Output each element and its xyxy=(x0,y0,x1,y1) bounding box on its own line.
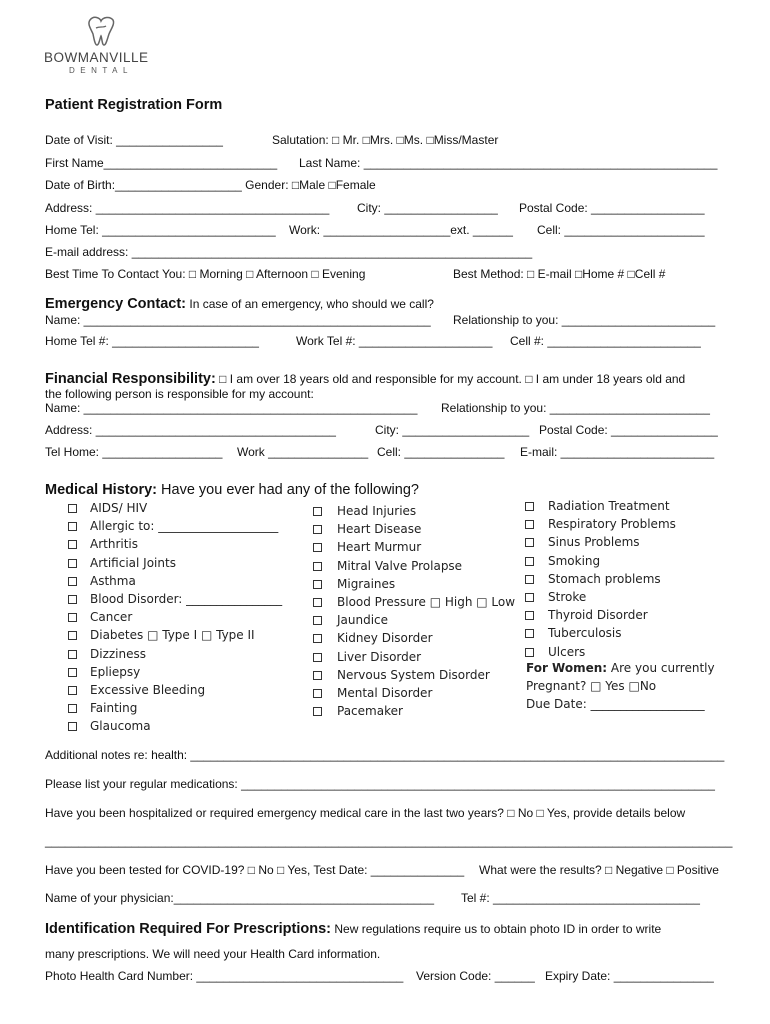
identification-heading: Identification Required For Prescriptions: xyxy=(45,921,332,937)
medical-condition-label: Mitral Valve Prolapse xyxy=(337,559,463,573)
emergency-relationship-field[interactable]: Relationship to you: _______________________ xyxy=(453,313,716,327)
medical-condition-label: AIDS/ HIV xyxy=(90,501,148,515)
financial-options[interactable]: □ I am over 18 years old and responsible for my account. □ I am under 18 years old and xyxy=(219,372,686,386)
due-date-field[interactable]: Due Date: ___________________ xyxy=(526,697,705,711)
city-field[interactable]: City: _________________ xyxy=(357,201,498,215)
checkbox-icon[interactable] xyxy=(525,593,534,602)
emergency-work-tel-field[interactable]: Work Tel #: ____________________ xyxy=(296,334,493,348)
medical-condition-label: Arthritis xyxy=(90,537,139,551)
medical-condition-label: Heart Murmur xyxy=(337,540,422,554)
financial-city-field[interactable]: City: ___________________ xyxy=(375,423,530,437)
checkbox-icon[interactable] xyxy=(68,650,77,659)
medical-condition-label: Sinus Problems xyxy=(548,535,640,549)
medical-condition-label: Liver Disorder xyxy=(337,650,422,664)
pregnant-options[interactable]: Pregnant? □ Yes □No xyxy=(526,679,657,693)
financial-relationship-field[interactable]: Relationship to you: ________________________ xyxy=(441,401,710,415)
checkbox-icon[interactable] xyxy=(68,559,77,568)
medical-condition-label: Diabetes □ Type I □ Type II xyxy=(90,628,255,642)
checkbox-icon[interactable] xyxy=(313,634,322,643)
checkbox-icon[interactable] xyxy=(313,653,322,662)
brand-sub: DENTAL xyxy=(69,66,133,75)
financial-tel-home-field[interactable]: Tel Home: __________________ xyxy=(45,445,223,459)
emergency-heading: Emergency Contact: xyxy=(45,296,187,312)
financial-line2: the following person is responsible for my account: xyxy=(45,387,314,401)
physician-field[interactable]: Name of your physician:_______________________________________ xyxy=(45,891,435,905)
medical-condition-label: Kidney Disorder xyxy=(337,631,433,645)
identification-line1: New regulations require us to obtain photo ID in order to write xyxy=(334,922,662,936)
emergency-home-tel-field[interactable]: Home Tel #: ______________________ xyxy=(45,334,259,348)
financial-postal-field[interactable]: Postal Code: ________________ xyxy=(539,423,718,437)
page-title: Patient Registration Form xyxy=(45,97,223,113)
checkbox-icon[interactable] xyxy=(525,502,534,511)
medical-question: Have you ever had any of the following? xyxy=(161,482,419,498)
last-name-field[interactable]: Last Name: _____________________________________________________ xyxy=(299,156,718,170)
medical-condition-label: Dizziness xyxy=(90,647,146,661)
health-card-field[interactable]: Photo Health Card Number: _______________________________ xyxy=(45,969,404,983)
medical-condition-label: Stroke xyxy=(548,590,587,604)
medical-condition-label: Epliepsy xyxy=(90,665,141,679)
identification-line2: many prescriptions. We will need your Health Card information. xyxy=(45,947,381,961)
checkbox-icon[interactable] xyxy=(68,704,77,713)
women-label: For Women: xyxy=(526,661,608,675)
checkbox-icon[interactable] xyxy=(313,616,322,625)
clinic-logo xyxy=(44,14,156,75)
first-name-field[interactable]: First Name__________________________ xyxy=(45,156,278,170)
medical-condition-label: Smoking xyxy=(548,554,601,568)
checkbox-icon[interactable] xyxy=(68,577,77,586)
medical-condition-label: Heart Disease xyxy=(337,522,422,536)
checkbox-icon[interactable] xyxy=(68,595,77,604)
medical-condition-label: Nervous System Disorder xyxy=(337,668,490,682)
medical-condition-label: Asthma xyxy=(90,574,136,588)
checkbox-icon[interactable] xyxy=(68,540,77,549)
checkbox-icon[interactable] xyxy=(525,648,534,657)
medical-condition-label: Tuberculosis xyxy=(548,626,622,640)
salutation-options[interactable]: Salutation: □ Mr. □Mrs. □Ms. □Miss/Master xyxy=(272,133,499,147)
medical-condition-label: Cancer xyxy=(90,610,133,624)
checkbox-icon[interactable] xyxy=(68,668,77,677)
best-time-options[interactable]: Best Time To Contact You: □ Morning □ Afternoon □ Evening xyxy=(45,267,366,281)
emergency-name-field[interactable]: Name: ____________________________________________________ xyxy=(45,313,431,327)
checkbox-icon[interactable] xyxy=(525,538,534,547)
emergency-intro: In case of an emergency, who should we call? xyxy=(189,297,434,311)
checkbox-icon[interactable] xyxy=(525,611,534,620)
medical-condition-label: Glaucoma xyxy=(90,719,151,733)
checkbox-icon[interactable] xyxy=(313,598,322,607)
health-notes-field[interactable]: Additional notes re: health: ________________________________________________________________________________ xyxy=(45,748,725,762)
medical-condition-label: Excessive Bleeding xyxy=(90,683,206,697)
emergency-cell-field[interactable]: Cell #: _______________________ xyxy=(510,334,701,348)
checkbox-icon[interactable] xyxy=(68,722,77,731)
checkbox-icon[interactable] xyxy=(525,557,534,566)
medical-condition-label: Allergic to: ____________________ xyxy=(90,519,279,533)
financial-address-field[interactable]: Address: ____________________________________ xyxy=(45,423,336,437)
version-code-field[interactable]: Version Code: ______ xyxy=(416,969,535,983)
visit-date-field[interactable]: Date of Visit: ________________ xyxy=(45,133,223,147)
hospitalized-details-line[interactable]: _______________________________________________________________________________________________________ xyxy=(45,834,733,848)
postal-field[interactable]: Postal Code: _________________ xyxy=(519,201,705,215)
financial-cell-field[interactable]: Cell: _______________ xyxy=(377,445,505,459)
checkbox-icon[interactable] xyxy=(313,525,322,534)
checkbox-icon[interactable] xyxy=(525,520,534,529)
medical-condition-label: Pacemaker xyxy=(337,704,403,718)
checkbox-icon[interactable] xyxy=(313,707,322,716)
medical-condition-label: Head Injuries xyxy=(337,504,417,518)
checkbox-icon[interactable] xyxy=(313,580,322,589)
financial-work-field[interactable]: Work _______________ xyxy=(237,445,369,459)
checkbox-icon[interactable] xyxy=(68,613,77,622)
checkbox-icon[interactable] xyxy=(525,629,534,638)
checkbox-icon[interactable] xyxy=(68,504,77,513)
checkbox-icon[interactable] xyxy=(525,575,534,584)
medical-condition-label: Respiratory Problems xyxy=(548,517,676,531)
financial-name-field[interactable]: Name: __________________________________________________ xyxy=(45,401,418,415)
checkbox-icon[interactable] xyxy=(313,689,322,698)
checkbox-icon[interactable] xyxy=(68,522,77,531)
home-tel-field[interactable]: Home Tel: __________________________ xyxy=(45,223,276,237)
best-method-options[interactable]: Best Method: □ E-mail □Home # □Cell # xyxy=(453,267,666,281)
medical-condition-label: Blood Disorder: ________________ xyxy=(90,592,283,606)
covid-results-options[interactable]: What were the results? □ Negative □ Positive xyxy=(479,863,719,877)
medical-condition-label: Mental Disorder xyxy=(337,686,433,700)
medical-condition-label: Artificial Joints xyxy=(90,556,176,570)
cell-field[interactable]: Cell: _____________________ xyxy=(537,223,705,237)
checkbox-icon[interactable] xyxy=(68,686,77,695)
women-question: Are you currently xyxy=(610,661,715,675)
medical-condition-label: Jaundice xyxy=(337,613,389,627)
checkbox-icon[interactable] xyxy=(313,562,322,571)
brand-name: BOWMANVILLE xyxy=(44,50,149,65)
checkbox-icon[interactable] xyxy=(313,543,322,552)
email-field[interactable]: E-mail address: ____________________________________________________________ xyxy=(45,245,533,259)
financial-heading: Financial Responsibility: xyxy=(45,371,216,387)
checkbox-icon[interactable] xyxy=(313,671,322,680)
covid-test-field[interactable]: Have you been tested for COVID-19? □ No □ Yes, Test Date: ______________ xyxy=(45,863,465,877)
financial-email-field[interactable]: E-mail: _______________________ xyxy=(520,445,715,459)
medical-condition-label: Fainting xyxy=(90,701,138,715)
hospitalized-question[interactable]: Have you been hospitalized or required emergency medical care in the last two years? □ No □ Yes, provide details below xyxy=(45,806,686,820)
expiry-date-field[interactable]: Expiry Date: _______________ xyxy=(545,969,714,983)
medical-condition-label: Stomach problems xyxy=(548,572,661,586)
medical-condition-label: Migraines xyxy=(337,577,396,591)
address-field[interactable]: Address: ___________________________________ xyxy=(45,201,330,215)
tooth-logo-icon xyxy=(84,14,118,48)
dob-gender-field[interactable]: Date of Birth:___________________ Gender: □Male □Female xyxy=(45,178,376,192)
medical-condition-label: Thyroid Disorder xyxy=(548,608,648,622)
medical-condition-label: Blood Pressure □ High □ Low xyxy=(337,595,516,609)
medical-condition-label: Ulcers xyxy=(548,645,586,659)
medications-field[interactable]: Please list your regular medications: _______________________________________________________________________ xyxy=(45,777,715,791)
medical-heading: Medical History: xyxy=(45,482,157,498)
physician-tel-field[interactable]: Tel #: _______________________________ xyxy=(461,891,700,905)
checkbox-icon[interactable] xyxy=(68,631,77,640)
work-tel-field[interactable]: Work: ___________________ext. ______ xyxy=(289,223,513,237)
checkbox-icon[interactable] xyxy=(313,507,322,516)
medical-condition-label: Radiation Treatment xyxy=(548,499,670,513)
